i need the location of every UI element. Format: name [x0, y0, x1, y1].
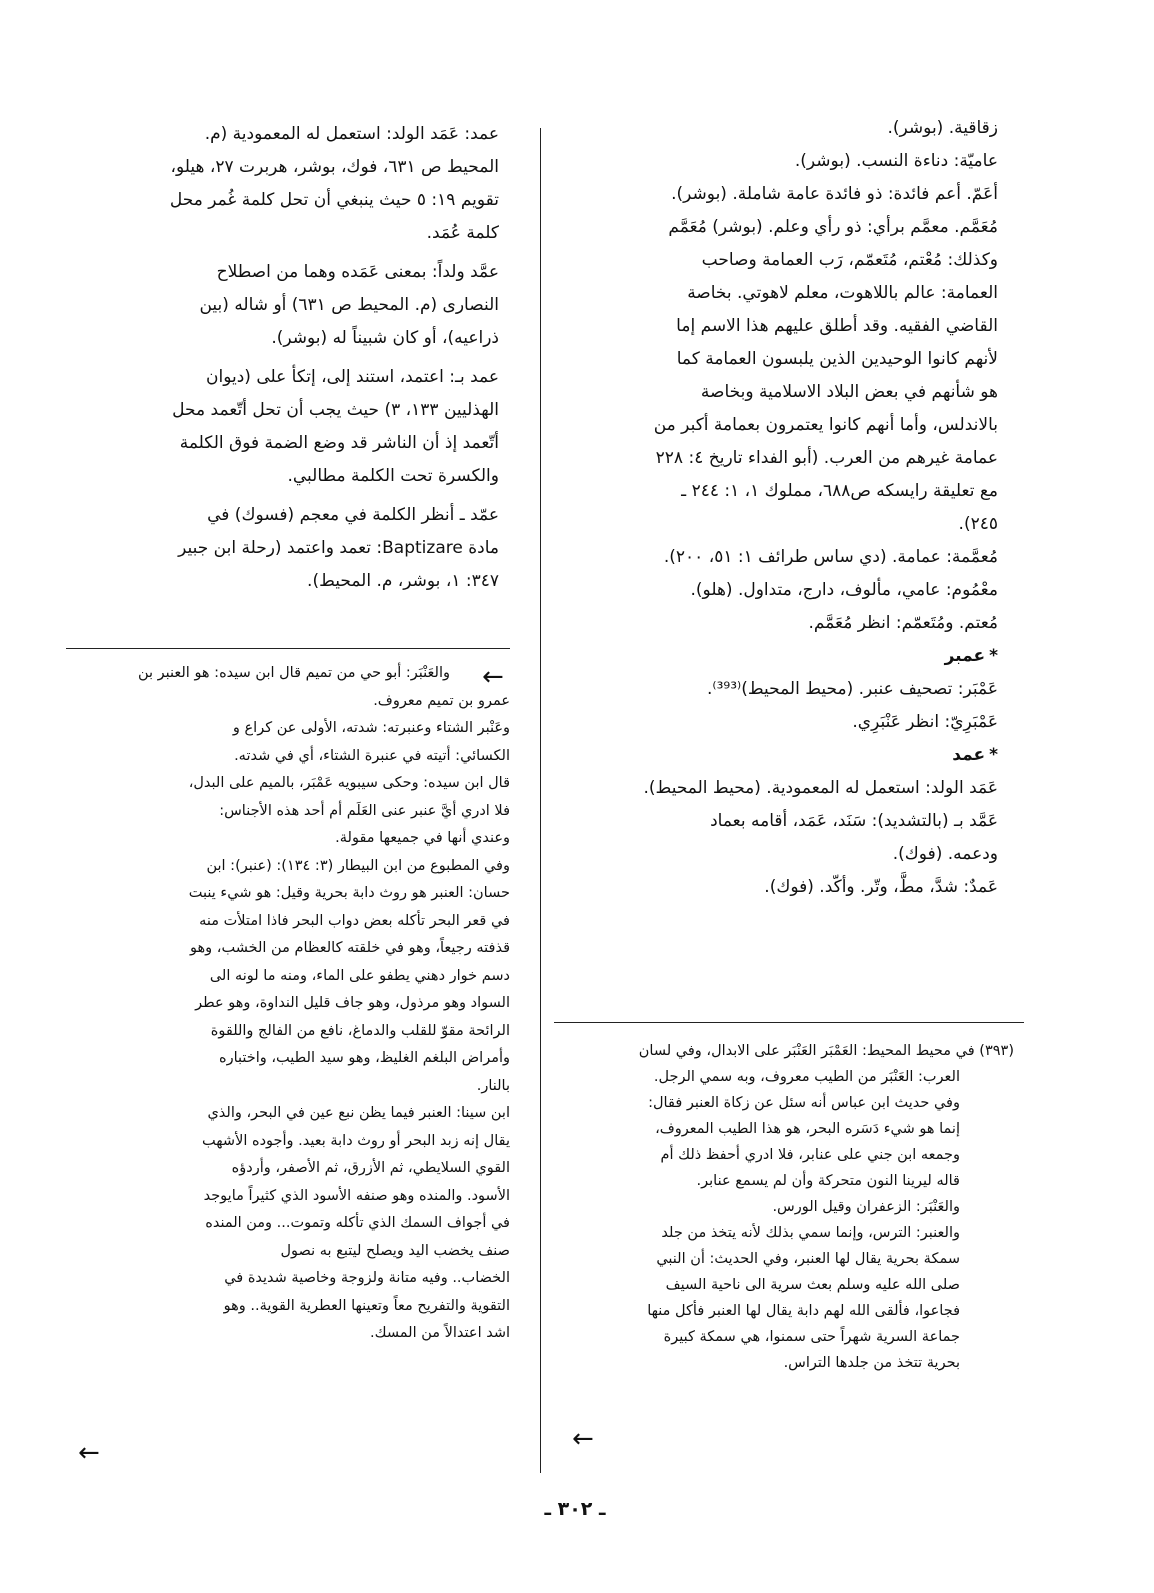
entry-line: ودعمه. (فوك).	[892, 844, 998, 864]
entry-line: المحيط ص ٦٣١، فوك، بوشر، هربرت ٢٧، هيلو،	[170, 157, 499, 177]
left-column	[74, 118, 499, 638]
entry-line: القاضي الفقيه. وقد أطلق عليهم هذا الاسم إما	[676, 316, 998, 336]
footnote-line: ابن سينا: العنبر فيما يظن نبع عين في البحر، والذي	[207, 1105, 510, 1121]
footnote-separator-right	[554, 1022, 1024, 1023]
right-footnote	[574, 1038, 1014, 1478]
section-heading-ambar: *عمبر	[944, 646, 998, 666]
entry-line: كلمة عُمَد.	[426, 223, 499, 243]
footnote-line: حسان: العنبر هو روث دابة بحرية وقيل: هو شيء ينبت	[188, 885, 510, 901]
left-footnote	[62, 660, 510, 1470]
entry-line: عَمْبَر: تصحيف عنبر. (محيط المحيط)⁽³⁹³⁾.	[707, 679, 998, 699]
entry-line: وكذلك: مُعْتم، مُتَعمّم، رَب العمامة وصاحب	[701, 250, 998, 270]
entry-line: زقاقية. (بوشر).	[887, 118, 998, 138]
entry-line: بالاندلس، وأما أنهم كانوا يعتمرون بعمامة أكبر من	[653, 415, 998, 435]
entry-line: عمد بـ: اعتمد، استند إلى، إتكأ على (ديوان	[206, 367, 499, 387]
footnote-line: وعندي أنها في جميعها مقولة.	[335, 830, 510, 846]
entry-line: عمّد ـ أنظر الكلمة في معجم (فسوك) في	[207, 505, 499, 525]
entry-line: عَمَّد بـ (بالتشديد): سَنَد، عَمَد، أقامه بعماد	[710, 811, 998, 831]
entry-line: عاميّة: دناءة النسب. (بوشر).	[794, 151, 998, 171]
entry-line: عمد: عَمَد الولد: استعمل له المعمودية (م.	[204, 124, 499, 144]
footnote-line: وأمراض البلغم الغليظ، وهو سيد الطيب، واختباره	[218, 1050, 510, 1066]
footnote-line: الكسائي: أتيته في عنبرة الشتاء، أي في شدته.	[234, 747, 510, 764]
footnote-separator-left	[66, 648, 510, 649]
column-divider	[540, 128, 541, 1473]
footnote-line: فلا ادري أيَّ عنبر عنى العَلَم أم أحد هذه الأجناس:	[219, 802, 510, 819]
footnote-line: (٣٩٣) في محيط المحيط: العَمْبَر العَنْبَر على الابدال، وفي لسان	[638, 1043, 1014, 1059]
footnote-line: بالنار.	[476, 1077, 510, 1094]
footnote-line: عمرو بن تميم معروف.	[373, 692, 510, 709]
entry-line: مع تعليقة رايسكه ص٦٨٨، مملوك ١، ١: ٢٤٤ ـ	[681, 481, 998, 501]
footnote-line: العرب: العَنْبَر من الطيب معروف، وبه سمي الرجل.	[653, 1069, 960, 1085]
entry-line: والكسرة تحت الكلمة مطالبي.	[287, 466, 499, 486]
footnote-line: في قعر البحر تأكله بعض دواب البحر فاذا امتلأت منه	[199, 912, 510, 929]
page-number: ـ ٣٠٢ ـ	[544, 1498, 606, 1520]
entry-line: عَمدٌ: شدَّ، مطَّ، وتّر. وأكّد. (فوك).	[764, 877, 998, 897]
footnote-line: فجاعوا، فألقى الله لهم دابة يقال لها العنبر فأكل منها	[647, 1303, 960, 1319]
entry-line: مُعَمَّم. معمَّم برأي: ذو رأي وعلم. (بوشر) مُعَمَّم	[668, 217, 998, 237]
footnote-line: في أجواف السمك الذي تأكله وتموت... ومن المنده	[205, 1215, 510, 1231]
footnote-line: السواد وهو مرذول، وهو جاف قليل النداوة، وهو عطر	[195, 995, 510, 1011]
footnote-line: صلى الله عليه وسلم بعث سرية الى ناحية السيف	[665, 1277, 960, 1293]
footnote-line: القوي السلايطي، ثم الأزرق، ثم الأصفر، وأردؤه	[231, 1160, 510, 1176]
right-column	[578, 112, 998, 1012]
footnote-line: قال ابن سيده: وحكى سيبويه عَمْبَر، بالميم على البدل،	[188, 775, 510, 791]
footnote-line: الرائحة مقوّ للقلب والدماغ، نافع من الفالج واللقوة	[210, 1022, 510, 1039]
footnote-line: والعَنْبَر: الزعفران وقيل الورس.	[772, 1199, 960, 1215]
footnote-line: قذفته رجيعاً، وهو في خلقته كالعظام من الخشب، وهو	[190, 940, 510, 956]
footnote-line: والعنبر: الترس، وإنما سمي بذلك لأنه يتخذ من جلد	[661, 1225, 960, 1241]
footnote-line: والعَنْبَر: أبو حي من تميم قال ابن سيده: هو العنبر بن	[137, 665, 450, 681]
footnote-line: وجمعه ابن جني على عنابر، فلا ادري أحفظ ذلك أم	[660, 1147, 960, 1163]
entry-line: مادة Baptizare: تعمد واعتمد (رحلة ابن جبير	[178, 538, 499, 558]
footnote-line: صنف يخضب اليد ويصلح ليتبع به نصول	[280, 1242, 510, 1259]
footnote-line: التقوية والتفريح معاً وتعينها العطرية القوية.. وهو	[223, 1297, 510, 1314]
entry-line: ٣٤٧: ١، بوشر، م. المحيط).	[307, 571, 499, 591]
footnote-line: اشد اعتدالاً من المسك.	[370, 1325, 510, 1341]
footnote-line: إنما هو شيء دَسَره البحر، هو هذا الطيب المعروف،	[655, 1121, 960, 1137]
entry-line: النصارى (م. المحيط ص ٦٣١) أو شاله (بين	[199, 295, 499, 315]
footnote-line: جماعة السرية شهراً حتى سمنوا، هي سمكة كبيرة	[663, 1329, 960, 1345]
entry-line: مُعمَّمة: عمامة. (دي ساس طرائف ١: ٥١، ٢٠٠).	[663, 547, 998, 567]
entry-line: ٢٤٥).	[958, 514, 998, 534]
entry-line: مُعتم. ومُتَعمّم: انظر مُعَمَّم.	[808, 613, 998, 633]
footnote-line: بحرية تتخذ من جلدها التراس.	[783, 1355, 960, 1371]
continuation-arrow-icon: ←	[572, 1424, 594, 1454]
footnote-line: سمكة بحرية يقال لها العنبر، وفي الحديث: أن النبي	[656, 1251, 960, 1267]
footnote-line: الأسود. والمنده وهو صنفه الأسود الذي كثيراً مايوجد	[203, 1187, 510, 1204]
continuation-arrow-icon: ←	[78, 1438, 100, 1468]
entry-line: تقويم ١٩: ٥ حيث ينبغي أن تحل كلمة غُمر محل	[169, 190, 499, 210]
section-heading-amad: *عمد	[952, 745, 998, 765]
footnote-line: وفي المطبوع من ابن البيطار (٣: ١٣٤): (عنبر): ابن	[206, 857, 510, 874]
footnote-line: دسم خوار دهني يطفو على الماء، ومنه ما لونه الى	[209, 967, 510, 984]
footnote-line: يقال إنه زبد البحر أو روث دابة بعيد. وأجوده الأشهب	[202, 1132, 510, 1149]
entry-line: عمَّد ولداً: بمعنى عَمَده وهما من اصطلاح	[216, 262, 499, 282]
asterisk-icon: *	[989, 745, 998, 765]
footnote-line: قاله ليرينا النون متحركة وأن لم يسمع عنابر.	[696, 1173, 960, 1189]
entry-line: أتّعمد إذ أن الناشر قد وضع الضمة فوق الكلمة	[179, 433, 499, 453]
entry-line: عَمْبَرِيّ: انظر عَنْبَرِي.	[852, 712, 998, 732]
footnote-line: وفي حديث ابن عباس أنه سئل عن زكاة العنبر فقال:	[648, 1095, 960, 1111]
entry-line: الهذليين ١٣٣، ٣) حيث يجب أن تحل أتّعمد محل	[172, 400, 499, 420]
asterisk-icon: *	[989, 646, 998, 666]
entry-line: أعَمّ. أعم فائدة: ذو فائدة عامة شاملة. (بوشر).	[671, 184, 998, 204]
entry-line: معْمُوم: عامي، مألوف، دارج، متداول. (هلو).	[690, 580, 998, 600]
footnote-line: وعَنْبر الشتاء وعنبرته: شدته، الأولى عن كراع و	[232, 720, 510, 736]
entry-line: عَمَد الولد: استعمل له المعمودية. (محيط المحيط).	[643, 778, 998, 798]
entry-line: لأنهم كانوا الوحيدين الذين يلبسون العمامة كما	[676, 349, 998, 369]
entry-line: العمامة: عالم باللاهوت، معلم لاهوتي. بخاصة	[687, 283, 998, 303]
entry-line: ذراعيه)، أو كان شبيناً له (بوشر).	[271, 328, 499, 348]
continuation-arrow-icon: ←	[482, 662, 504, 692]
entry-line: هو شأنهم في بعض البلاد الاسلامية وبخاصة	[700, 382, 998, 402]
entry-line: عمامة غيرهم من العرب. (أبو الفداء تاريخ ٤: ٢٢٨	[655, 448, 998, 468]
footnote-line: الخضاب.. وفيه متانة ولزوجة وخاصية شديدة في	[224, 1270, 510, 1286]
